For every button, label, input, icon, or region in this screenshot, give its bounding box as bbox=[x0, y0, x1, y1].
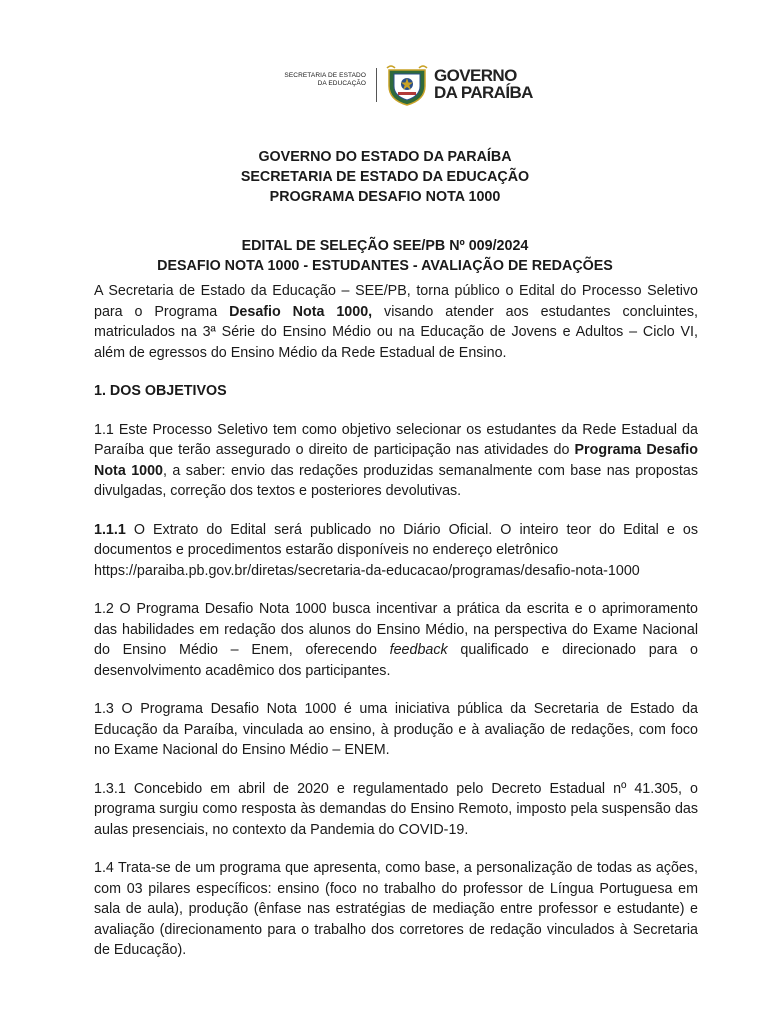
paragraph-1-1: 1.1 Este Processo Seletivo tem como objetivo selecionar os estudantes da Rede Estadual da Paraíba que terão assegurado o direito de participação nas atividades do Programa Desafio Nota 1000, a saber: envio das redações produzidas semanalmente com base nas propostas divulgadas, correção dos textos e posteriores devolutivas. bbox=[94, 421, 698, 499]
paragraph-1-4: 1.4 Trata-se de um programa que apresenta, como base, a personalização de todas as ações, com 03 pilares específicos: ensino (foco no trabalho do professor de Língua Portuguesa em sala de aula), produção (ênfase nas estratégias de mediação entre professor e estudante) e avaliação (direcionamento para o trabalho dos corretores de redação vinculados à Secretaria de Educação). bbox=[94, 860, 698, 958]
governo-logo-line2: DA PARAÍBA bbox=[434, 83, 533, 102]
governo-logo-line1: GOVERNO bbox=[434, 66, 517, 85]
governo-logo bbox=[434, 67, 533, 101]
secretaria-logo-line1: SECRETARIA DE ESTADO bbox=[284, 72, 366, 79]
document-header bbox=[0, 147, 770, 276]
paragraph-1-3-1: 1.3.1 Concebido em abril de 2020 e regulamentado pelo Decreto Estadual nº 41.305, o programa surgiu como resposta às demandas do Ensino Remoto, imposto pela suspensão das aulas presenciais, no contexto da Pandemia do COVID-19. bbox=[94, 780, 698, 838]
logo-bar bbox=[0, 64, 770, 108]
intro-paragraph: A Secretaria de Estado da Educação – SEE/PB, torna público o Edital do Processo Seletivo para o Programa Desafio Nota 1000, visando atender aos estudantes concluintes, matriculados na 3ª Série do Ensino Médio ou na Educação de Jovens e Adultos – Ciclo VI, além de egressos do Ensino Médio da Rede Estadual de Ensino. bbox=[94, 283, 698, 361]
header-line-programa: PROGRAMA DESAFIO NOTA 1000 bbox=[269, 189, 501, 205]
edital-title: EDITAL DE SELEÇÃO SEE/PB Nº 009/2024 bbox=[241, 238, 529, 254]
edital-url-link[interactable]: https://paraiba.pb.gov.br/diretas/secretaria-da-educacao/programas/desafio-nota-1000 bbox=[94, 562, 640, 579]
logo-divider bbox=[376, 68, 377, 102]
paragraph-1-3: 1.3 O Programa Desafio Nota 1000 é uma iniciativa pública da Secretaria de Estado da Educação da Paraíba, vinculada ao ensino, à produção e à avaliação de redações, com foco no Exame Nacional do Ensino Médio – ENEM. bbox=[94, 701, 698, 758]
paragraph-1-1-1: 1.1.1 O Extrato do Edital será publicado no Diário Oficial. O inteiro teor do Edital e os documentos e procedimentos estarão disponíveis no endereço eletrônico https://paraiba.pb.gov.br/diretas/secretaria-da-educacao/programas/desafio-nota-1000 bbox=[94, 520, 698, 582]
secretaria-logo-line2: DA EDUCAÇÃO bbox=[317, 80, 366, 87]
section-title-objetivos: 1. DOS OBJETIVOS bbox=[94, 383, 227, 399]
header-line-government: GOVERNO DO ESTADO DA PARAÍBA bbox=[258, 149, 512, 165]
edital-subtitle: DESAFIO NOTA 1000 - ESTUDANTES - AVALIAÇÃO DE REDAÇÕES bbox=[157, 258, 613, 274]
paraiba-crest-icon bbox=[385, 64, 429, 106]
paragraph-1-2: 1.2 O Programa Desafio Nota 1000 busca incentivar a prática da escrita e o aprimoramento das habilidades em redação dos alunos do Ensino Médio, na perspectiva do Exame Nacional do Ensino Médio – Enem, oferecendo feedback qualificado e direcionado para o desenvolvimento acadêmico dos participantes. bbox=[94, 601, 698, 679]
document-body bbox=[94, 281, 698, 979]
secretaria-logo bbox=[262, 72, 366, 88]
header-line-secretaria: SECRETARIA DE ESTADO DA EDUCAÇÃO bbox=[240, 169, 530, 185]
